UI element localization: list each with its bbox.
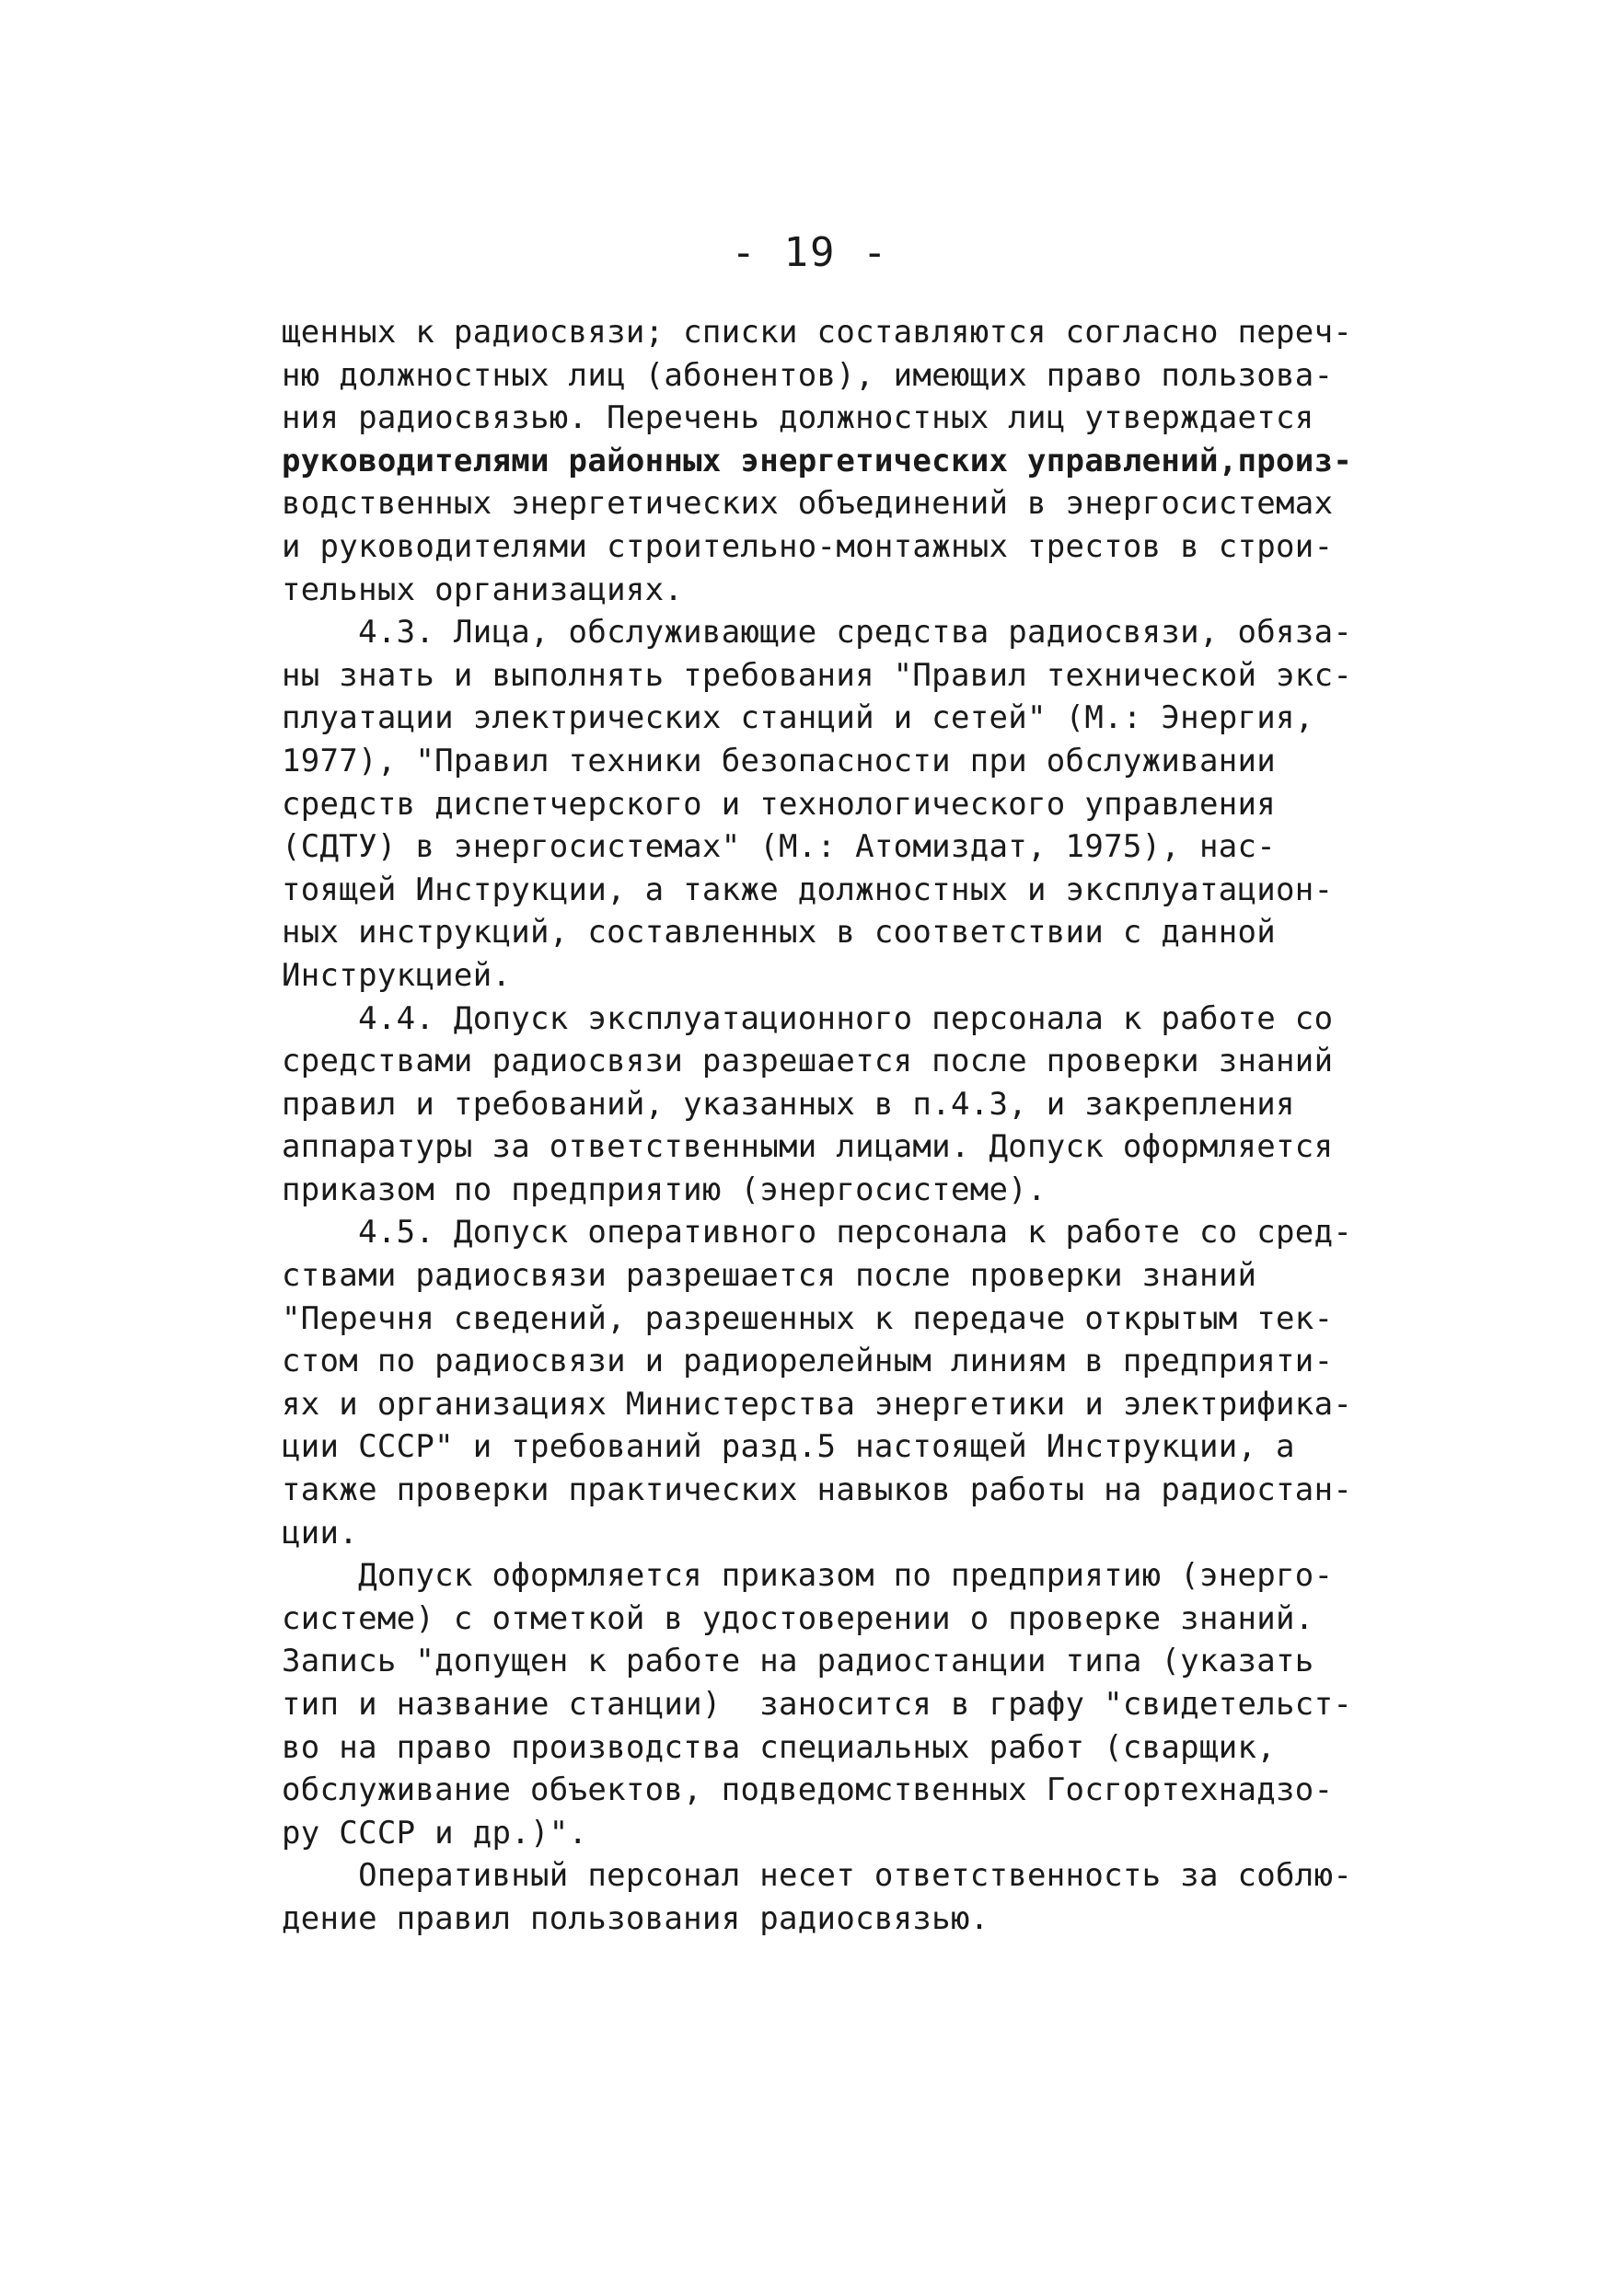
text-line: ции СССР" и требований разд.5 настоящей Инструкции, а bbox=[282, 1428, 1295, 1466]
text-line: Инструкцией. bbox=[282, 956, 512, 994]
text-line: Запись "допущен к работе на радиостанции типа (указать bbox=[282, 1643, 1314, 1680]
text-line: также проверки практических навыков работы на радиостан- bbox=[282, 1471, 1353, 1509]
text-line: 4.5. Допуск оперативного персонала к работе со сред- bbox=[282, 1214, 1353, 1252]
text-line: руководителями районных энергетических управлений,произ- bbox=[282, 442, 1353, 479]
text-line: ню должностных лиц (абонентов), имеющих право пользова- bbox=[282, 356, 1334, 394]
text-line: во на право производства специальных работ (сварщик, bbox=[282, 1728, 1277, 1766]
text-line: тоящей Инструкции, а также должностных и эксплуатацион- bbox=[282, 871, 1334, 908]
text-line: стом по радиосвязи и радиорелейным линиям в предприяти- bbox=[282, 1343, 1334, 1380]
page-number: - 19 - bbox=[731, 229, 889, 276]
text-line: 4.4. Допуск эксплуатационного персонала к работе со bbox=[282, 999, 1334, 1037]
body-text bbox=[282, 311, 1432, 1941]
text-line: 1977), "Правил техники безопасности при обслуживании bbox=[282, 742, 1277, 779]
text-line: водственных энергетических объединений в энергосистемах bbox=[282, 485, 1334, 523]
text-line: правил и требований, указанных в п.4.3, и закрепления bbox=[282, 1085, 1295, 1123]
text-line: щенных к радиосвязи; списки составляются согласно переч- bbox=[282, 314, 1353, 351]
text-line: приказом по предприятию (энергосистеме). bbox=[282, 1171, 1047, 1208]
text-line: "Перечня сведений, разрешенных к передаче открытым тек- bbox=[282, 1299, 1334, 1337]
text-line: плуатации электрических станций и сетей" (М.: Энергия, bbox=[282, 699, 1314, 737]
text-line: (СДТУ) в энергосистемах" (М.: Атомиздат, 1975), нас- bbox=[282, 828, 1277, 866]
text-line: обслуживание объектов, подведомственных Госгортехнадзо- bbox=[282, 1771, 1334, 1809]
text-line: тип и название станции) заносится в графу "свидетельст- bbox=[282, 1686, 1353, 1723]
text-line: ствами радиосвязи разрешается после проверки знаний bbox=[282, 1257, 1257, 1295]
text-line: аппаратуры за ответственными лицами. Допуск оформляется bbox=[282, 1128, 1334, 1166]
text-line: средствами радиосвязи разрешается после проверки знаний bbox=[282, 1043, 1334, 1080]
text-line: тельных организациях. bbox=[282, 571, 684, 608]
text-line: дение правил пользования радиосвязью. bbox=[282, 1899, 989, 1937]
text-line: 4.3. Лица, обслуживающие средства радиосвязи, обяза- bbox=[282, 614, 1353, 652]
text-line: ции. bbox=[282, 1514, 359, 1552]
text-line: ны знать и выполнять требования "Правил технической экс- bbox=[282, 656, 1353, 694]
text-line: средств диспетчерского и технологического управления bbox=[282, 785, 1277, 823]
text-line: ру СССР и др.)". bbox=[282, 1814, 588, 1852]
text-line: ных инструкций, составленных в соответствии с данной bbox=[282, 914, 1277, 952]
text-line: ях и организациях Министерства энергетики и электрифика- bbox=[282, 1385, 1353, 1423]
text-line: Оперативный персонал несет ответственность за соблю- bbox=[282, 1857, 1353, 1895]
text-line: Допуск оформляется приказом по предприятию (энерго- bbox=[282, 1557, 1334, 1595]
text-line: и руководителями строительно-монтажных трестов в строи- bbox=[282, 527, 1334, 565]
text-line: системе) с отметкой в удостоверении о проверке знаний. bbox=[282, 1599, 1314, 1637]
text-line: ния радиосвязью. Перечень должностных лиц утверждается bbox=[282, 399, 1314, 437]
